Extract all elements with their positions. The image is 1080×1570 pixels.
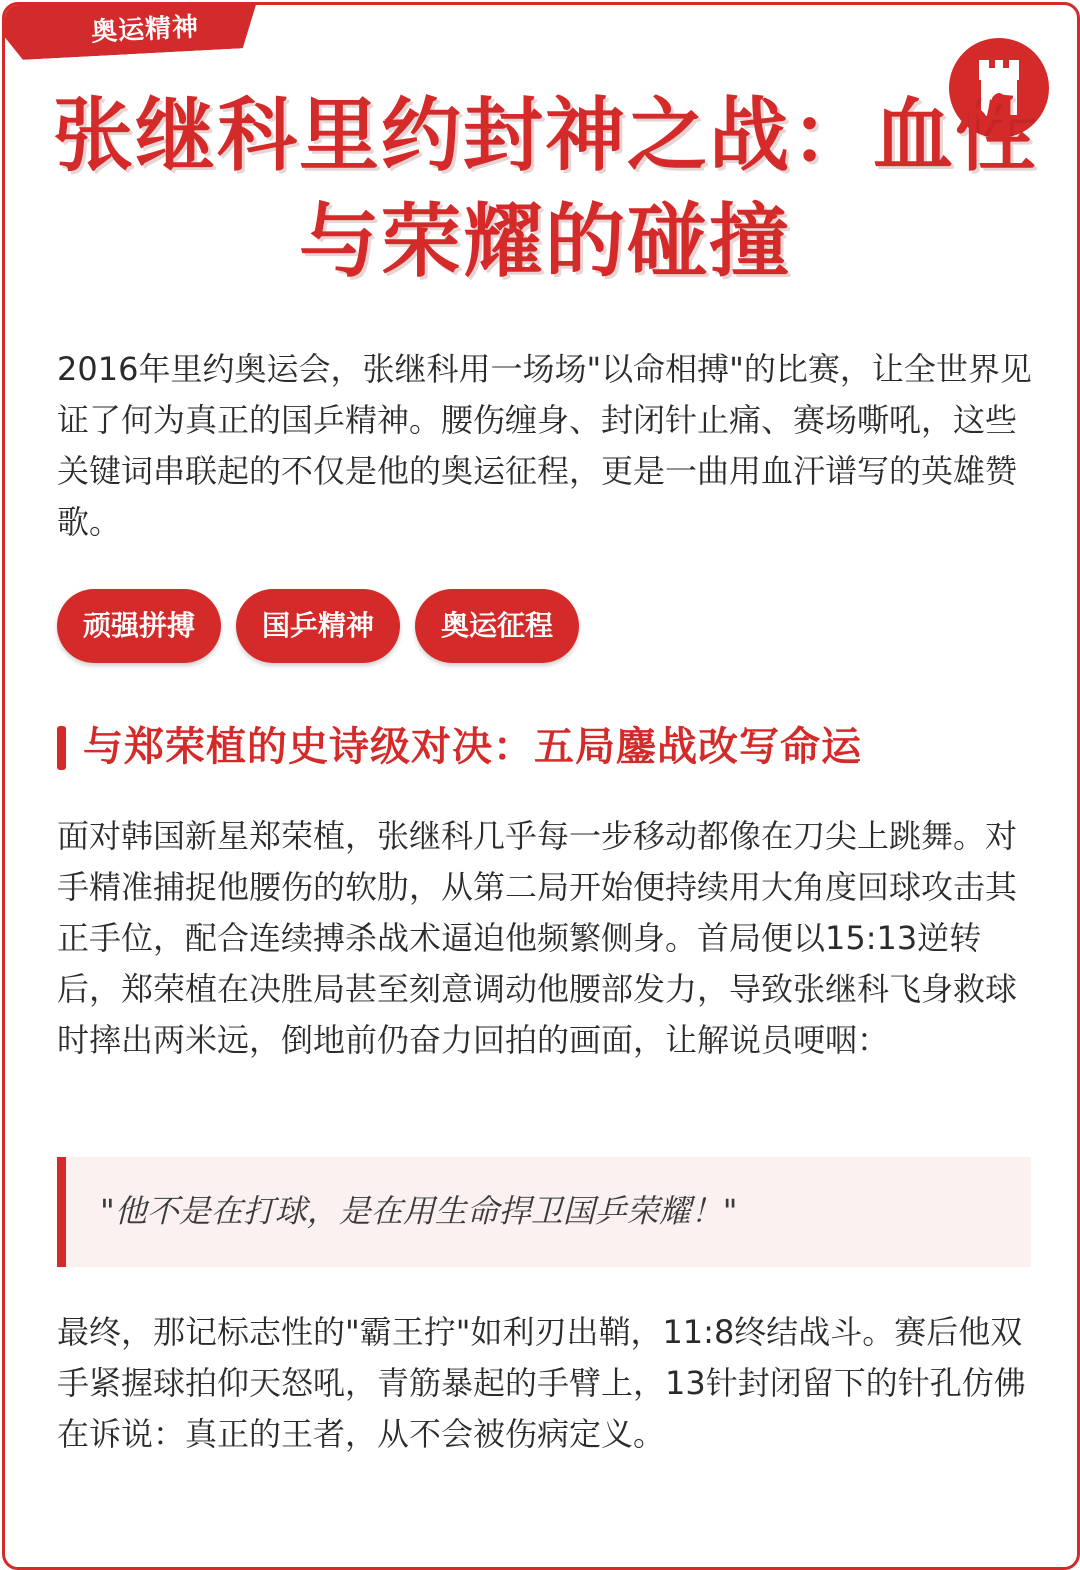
tag-chip[interactable]: 奥运征程 [415,589,579,663]
blockquote [57,1157,1031,1267]
tag-list [57,589,579,663]
section-body-paragraph: 面对韩国新星郑荣植，张继科几乎每一步移动都像在刀尖上跳舞。对手精准捕捉他腰伤的软肋，从第二局开始便持续用大角度回球攻击其正手位，配合连续搏杀战术逼迫他频繁侧身。首局便以15:13逆转后，郑荣植在决胜局甚至刻意调动他腰部发力，导致张继科飞身救球时摔出两米远，倒地前仍奋力回拍的画面，让解说员哽咽： [57,817,1018,1059]
intro-paragraph: 2016年里约奥运会，张继科用一场场"以命相搏"的比赛，让全世界见证了何为真正的国乒精神。腰伤缠身、封闭针止痛、赛场嘶吼，这些关键词串联起的不仅是他的奥运征程，更是一曲用血汗谱写的英雄赞歌。 [57,350,1032,541]
article-title [45,83,1045,295]
tag-chip[interactable]: 顽强拼搏 [57,589,221,663]
tag-chip[interactable]: 国乒精神 [236,589,400,663]
section-heading: 与郑荣植的史诗级对决：五局鏖战改写命运 [83,724,862,770]
title-line-2: 与荣耀的碰撞 [299,195,791,288]
category-badge-label: 奥运精神 [90,12,200,48]
title-line-1: 张继科里约封神之战：血性 [53,89,1037,182]
quote-text: "他不是在打球，是在用生命捍卫国乒荣耀！" [100,1192,738,1230]
section-heading-bar [57,726,66,770]
closing-paragraph: 最终，那记标志性的"霸王拧"如利刃出鞘，11:8终结战斗。赛后他双手紧握球拍仰天怒吼，青筋暴起的手臂上，13针封闭留下的针孔仿佛在诉说：真正的王者，从不会被伤病定义。 [57,1313,1026,1453]
article-card [2,2,1080,1570]
